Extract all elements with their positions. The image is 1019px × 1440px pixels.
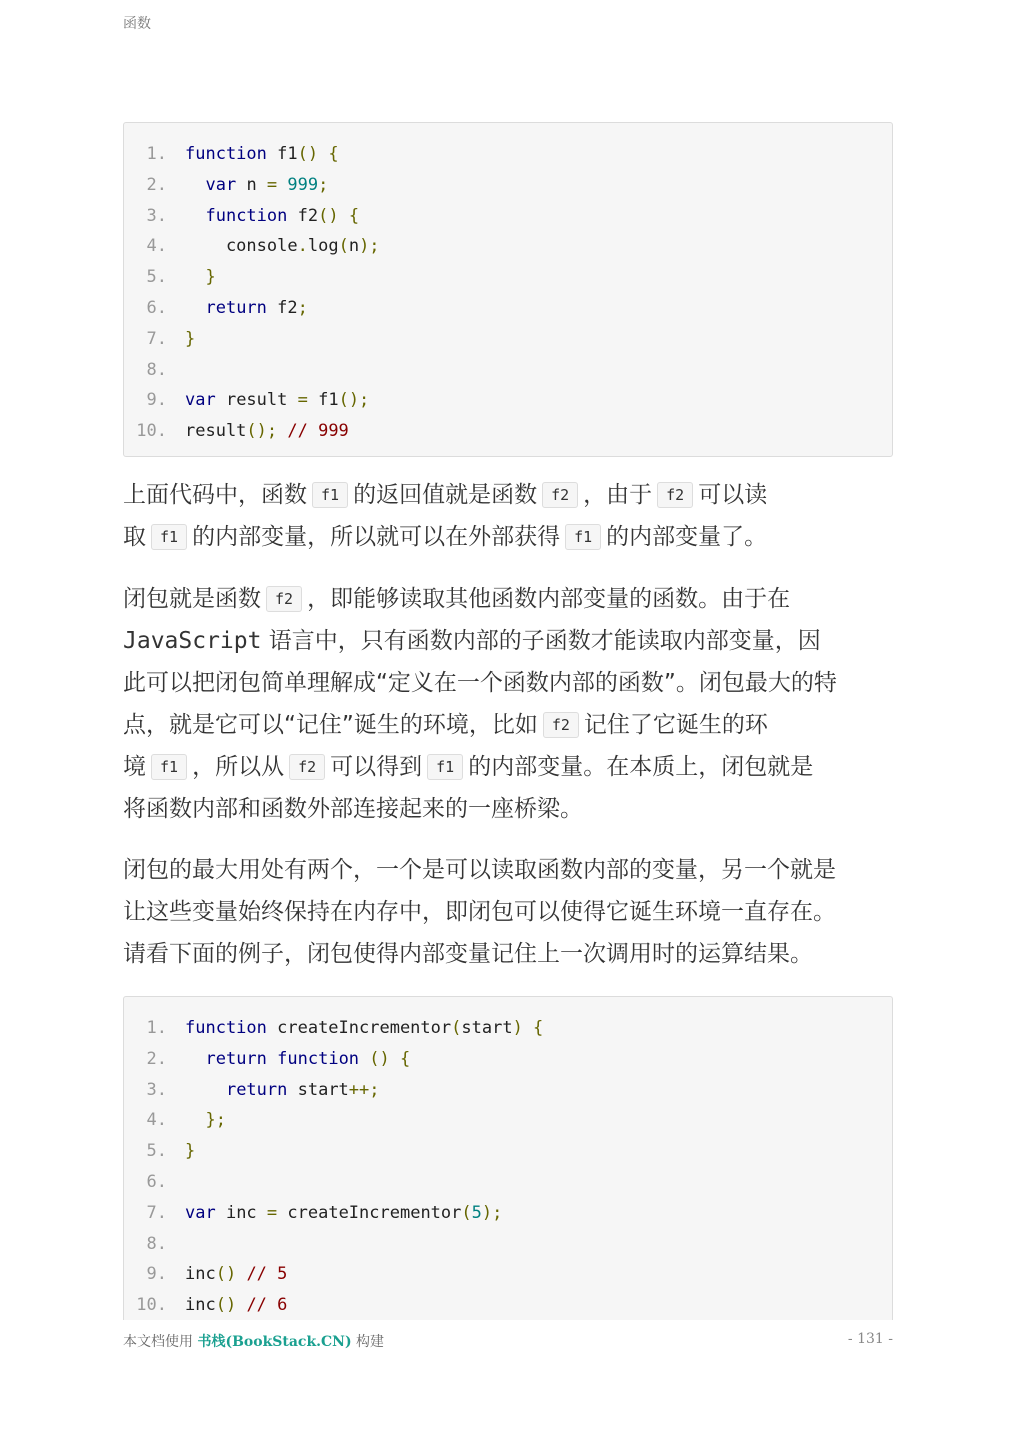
inline-code: f2 [657, 482, 693, 508]
paragraph-text: 闭包的最大用处有两个，一个是可以读取函数内部的变量，另一个就是 [123, 857, 836, 883]
code-token: (); [246, 421, 278, 442]
line-number: 6. [146, 1171, 167, 1192]
code-text [185, 416, 349, 447]
code-token [185, 267, 205, 287]
code-line [124, 416, 892, 447]
code-token: () [318, 205, 339, 226]
code-token: var [185, 390, 216, 411]
page-number: - 131 - [847, 1331, 893, 1347]
inline-code: f1 [565, 524, 601, 550]
code-token: () [215, 1264, 237, 1285]
footer-credit [123, 1331, 384, 1351]
paragraph-text: 上面代码中，函数 [123, 482, 307, 508]
line-number: 9. [146, 390, 167, 411]
line-number: 2. [146, 174, 167, 195]
code-token [185, 1110, 205, 1130]
code-token: { [389, 1048, 411, 1069]
code-line [124, 1013, 892, 1044]
code-line [124, 1259, 892, 1290]
code-text [185, 1013, 543, 1044]
paragraph-text: 让这些变量始终保持在内存中，即闭包可以使得它诞生环境一直存在。 [123, 899, 836, 925]
code-token [185, 298, 205, 318]
line-number: 3. [146, 205, 167, 226]
code-token [185, 206, 205, 226]
code-token: ); [359, 236, 380, 257]
inline-code: f2 [266, 586, 302, 612]
code-line [124, 1290, 892, 1321]
code-token: function [277, 1048, 360, 1069]
code-token [185, 175, 205, 195]
code-token: // 999 [277, 421, 349, 442]
code-line [124, 385, 892, 416]
code-text [185, 1105, 226, 1136]
code-token: return [205, 1048, 267, 1069]
code-token: ++; [348, 1079, 380, 1100]
code-line [124, 1105, 892, 1136]
code-line [124, 262, 892, 293]
paragraph-text: ，即能够读取其他函数内部变量的函数。由于在 [307, 586, 791, 612]
code-token: { [522, 1018, 544, 1038]
paragraph-text: 闭包就是函数 [123, 586, 261, 612]
code-token: 999 [287, 174, 319, 195]
code-token: { [338, 205, 360, 226]
line-number: 8. [146, 1233, 167, 1254]
code-token: inc [185, 1295, 216, 1316]
code-token: . [297, 236, 308, 257]
code-line [124, 1229, 892, 1260]
code-text [185, 262, 216, 293]
paragraph-text: 可以读 [698, 482, 768, 508]
inline-code: f1 [151, 524, 187, 550]
code-token: 5 [471, 1202, 482, 1223]
code-line [124, 324, 892, 355]
code-token: function [185, 1018, 267, 1038]
paragraph-closure-definition [123, 578, 898, 830]
code-token: ) [512, 1018, 523, 1038]
line-number: 9. [146, 1264, 167, 1285]
code-token: f2 [287, 205, 319, 226]
inline-code: f2 [543, 712, 579, 738]
code-text [185, 139, 339, 170]
code-line [124, 1136, 892, 1167]
code-line [124, 231, 892, 262]
line-number: 6. [146, 297, 167, 318]
code-token [359, 1049, 369, 1069]
code-text [185, 324, 195, 355]
code-line [124, 293, 892, 324]
footer-suffix: 构建 [351, 1334, 385, 1350]
code-token: ; [297, 297, 308, 318]
code-token: = [266, 1202, 278, 1223]
code-token: ( [461, 1202, 472, 1223]
code-line [124, 355, 892, 386]
code-line [124, 1167, 892, 1198]
code-token: result [185, 421, 247, 442]
line-number: 3. [146, 1079, 167, 1100]
code-token: = [266, 174, 278, 195]
inline-code: f1 [312, 482, 348, 508]
inline-code: f2 [289, 754, 325, 780]
code-line [124, 170, 892, 201]
code-token: ( [451, 1018, 462, 1038]
code-token: () [369, 1048, 390, 1069]
code-token: f2 [266, 297, 298, 318]
code-token: inc [185, 1264, 216, 1285]
paragraph-text: ，所以从 [192, 754, 285, 780]
paragraph-text: 的内部变量，所以就可以在外部获得 [192, 524, 561, 550]
code-line [124, 1075, 892, 1106]
code-token: // 6 [236, 1295, 288, 1316]
code-token: createIncrementor [266, 1018, 452, 1038]
code-token: f1 [266, 144, 298, 164]
code-token: } [185, 1141, 196, 1162]
code-token: (); [338, 390, 370, 411]
line-number: 5. [146, 267, 167, 288]
paragraph-text: 请看下面的例子，闭包使得内部变量记住上一次调用时的运算结果。 [123, 941, 813, 967]
code-token: }; [205, 1110, 226, 1131]
inline-code: f1 [151, 754, 187, 780]
line-number: 1. [146, 1018, 167, 1038]
code-token: // 5 [236, 1264, 288, 1285]
code-text [185, 1075, 380, 1106]
paragraph-text: ，由于 [583, 482, 653, 508]
code-block-incrementor [123, 996, 893, 1320]
code-token: } [205, 267, 216, 288]
footer-prefix: 本文档使用 [123, 1334, 198, 1350]
code-token: var [185, 1202, 216, 1223]
code-token: n [348, 236, 360, 257]
paragraph-text: 境 [123, 754, 146, 780]
paragraph-text: 取 [123, 524, 146, 550]
code-text [185, 170, 328, 201]
code-line [124, 201, 892, 232]
line-number: 2. [146, 1048, 167, 1069]
paragraph-text: 将函数内部和函数外部连接起来的一座桥梁。 [123, 796, 583, 822]
code-line [124, 139, 892, 170]
line-number: 8. [146, 359, 167, 380]
paragraph-text: 可以得到 [330, 754, 423, 780]
code-text [185, 231, 380, 262]
code-token: ( [338, 236, 349, 257]
code-text [185, 1136, 195, 1167]
line-number: 7. [146, 1202, 167, 1223]
paragraph-text: 点，就是它可以“记住”诞生的环境，比如 [123, 712, 538, 738]
code-text [185, 201, 359, 232]
code-token: console [185, 236, 298, 257]
line-number: 10. [136, 421, 167, 442]
code-token: f1 [307, 390, 339, 411]
code-token: { [318, 144, 339, 164]
code-token: return [205, 297, 267, 318]
code-token: } [185, 328, 196, 349]
code-token [185, 1049, 205, 1069]
code-token [277, 175, 287, 195]
line-number: 4. [146, 236, 167, 257]
line-number: 1. [146, 144, 167, 164]
code-token: ; [318, 174, 329, 195]
paragraph-text: 的返回值就是函数 [353, 482, 538, 508]
code-token: return [225, 1079, 288, 1100]
code-token: = [297, 390, 308, 411]
inline-code: f1 [427, 754, 463, 780]
code-line [124, 1044, 892, 1075]
code-text [185, 1290, 287, 1321]
code-block-closure [123, 122, 893, 457]
code-line [124, 1198, 892, 1229]
code-text [185, 1198, 502, 1229]
code-text [185, 1259, 287, 1290]
paragraph-closure-uses [123, 849, 898, 975]
paragraph-text: 的内部变量了。 [606, 524, 768, 550]
code-text [185, 293, 308, 324]
code-token: start [287, 1079, 349, 1100]
code-token: function [205, 205, 288, 226]
page-header-title: 函数 [123, 16, 151, 32]
footer-brand-link[interactable]: 书栈(BookStack.CN) [197, 1334, 352, 1350]
paragraph-closure-intro [123, 474, 898, 558]
code-text [185, 385, 369, 416]
line-number: 7. [146, 328, 167, 349]
paragraph-text: 的内部变量。在本质上，闭包就是 [468, 754, 814, 780]
inline-code: f2 [542, 482, 578, 508]
mono-text: JavaScript [123, 628, 262, 654]
code-token: log [307, 236, 339, 257]
code-token: n [236, 174, 267, 195]
code-token [185, 1080, 226, 1100]
line-number: 10. [136, 1295, 167, 1316]
code-token: () [297, 144, 319, 164]
line-number: 5. [146, 1141, 167, 1162]
line-number: 4. [146, 1110, 167, 1131]
paragraph-text: 此可以把闭包简单理解成“定义在一个函数内部的函数”。闭包最大的特 [123, 670, 837, 696]
code-token [267, 1049, 277, 1069]
code-token: function [185, 144, 267, 164]
code-token: var [205, 174, 237, 195]
paragraph-text: 语言中，只有函数内部的子函数才能读取内部变量，因 [261, 628, 821, 654]
code-text [185, 1044, 410, 1075]
code-token: start [461, 1018, 513, 1038]
code-token: () [215, 1295, 237, 1316]
code-token: ); [481, 1202, 503, 1223]
code-token: createIncrementor [277, 1202, 462, 1223]
paragraph-text: 记住了它诞生的环 [583, 712, 768, 738]
code-token: result [215, 390, 298, 411]
code-token: inc [215, 1202, 267, 1223]
